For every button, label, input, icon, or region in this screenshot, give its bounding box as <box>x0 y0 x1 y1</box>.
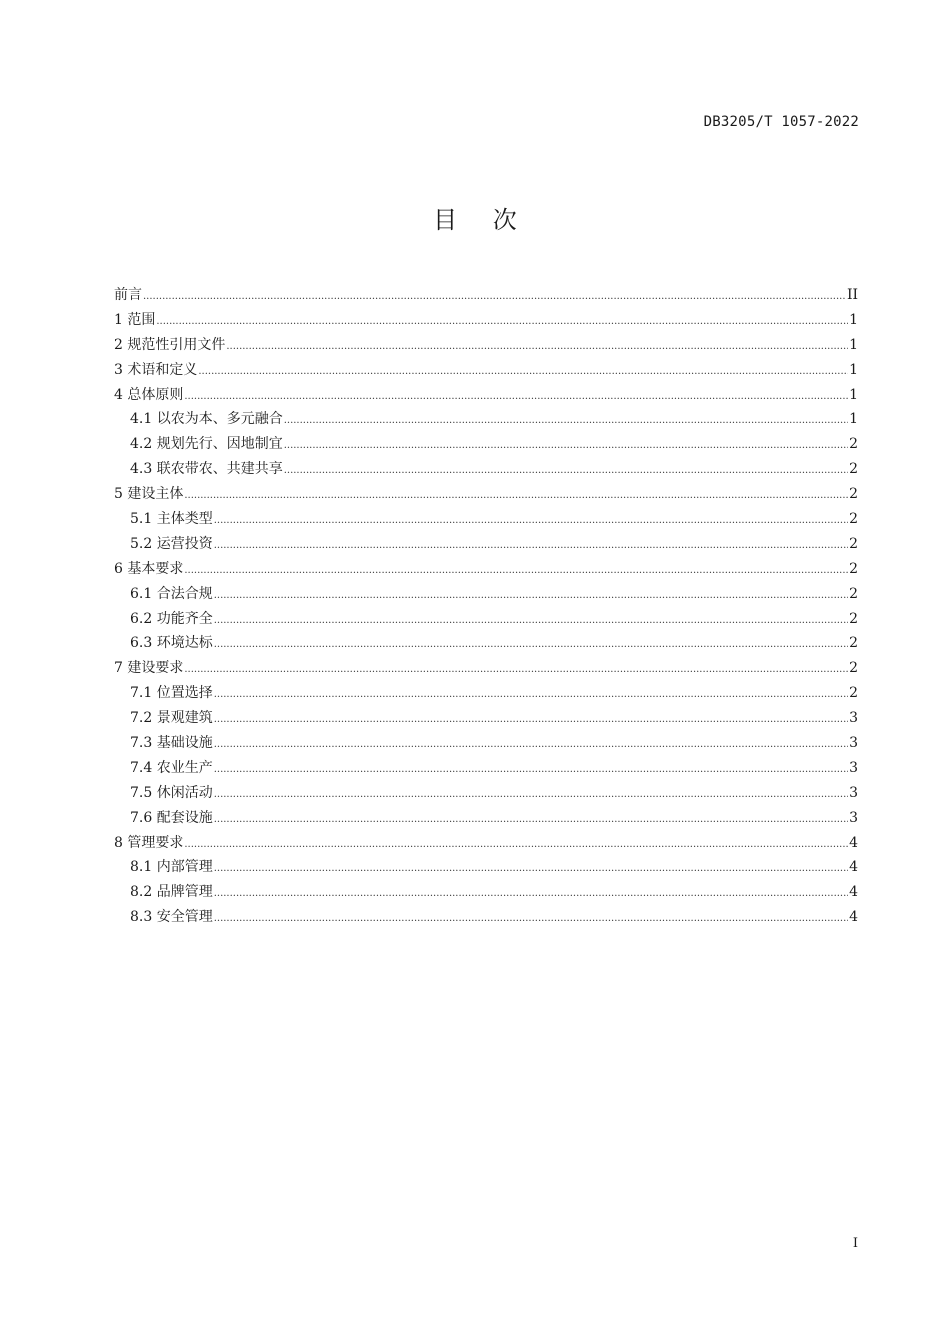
toc-entry-label: 3 术语和定义 <box>114 361 198 378</box>
toc-entry-page: 4 <box>849 909 858 926</box>
toc-entry-page: 4 <box>849 884 858 901</box>
toc-subentry[interactable] <box>114 905 858 930</box>
toc-entry-label: 8.3 安全管理 <box>130 909 213 926</box>
page-number: I <box>852 1236 858 1251</box>
toc-entry-label: 5.1 主体类型 <box>130 511 213 528</box>
toc-leader-dots <box>184 482 848 509</box>
toc-entry-page: 1 <box>849 411 858 428</box>
toc-subentry[interactable] <box>114 781 858 806</box>
toc-leader-dots <box>198 358 848 385</box>
toc-entry[interactable] <box>114 557 858 582</box>
toc-entry-label: 6.1 合法合规 <box>130 585 213 602</box>
toc-entry-label: 4 总体原则 <box>114 386 184 403</box>
toc-leader-dots <box>214 607 848 634</box>
toc-subentry[interactable] <box>114 806 858 831</box>
toc-entry-label: 4.1 以农为本、多元融合 <box>130 411 283 428</box>
toc-entry-label: 7.5 休闲活动 <box>130 784 213 801</box>
toc-entry-page: 2 <box>849 511 858 528</box>
toc-leader-dots <box>214 880 848 907</box>
toc-entry-label: 5.2 运营投资 <box>130 535 213 552</box>
toc-subentry[interactable] <box>114 607 858 632</box>
toc-entry-label: 8 管理要求 <box>114 834 184 851</box>
toc-leader-dots <box>184 383 848 410</box>
toc-entry-page: 1 <box>849 361 858 378</box>
toc-entry-page: 4 <box>849 834 858 851</box>
toc-entry-page: 1 <box>849 336 858 353</box>
toc-subentry[interactable] <box>114 756 858 781</box>
toc-entry-label: 4.3 联农带农、共建共享 <box>130 461 283 478</box>
toc-entry-page: 2 <box>849 660 858 677</box>
toc-subentry[interactable] <box>114 407 858 432</box>
toc-entry-page: II <box>846 287 858 303</box>
toc-entry-label: 4.2 规划先行、因地制宜 <box>130 436 283 453</box>
toc-leader-dots <box>214 806 848 833</box>
toc-entry-label: 7 建设要求 <box>114 660 184 677</box>
toc-entry-label: 6 基本要求 <box>114 560 184 577</box>
toc-entry[interactable] <box>114 283 858 308</box>
toc-entry-page: 2 <box>849 610 858 627</box>
toc-entry-page: 2 <box>849 436 858 453</box>
toc-subentry[interactable] <box>114 507 858 532</box>
toc-subentry[interactable] <box>114 855 858 880</box>
toc-subentry[interactable] <box>114 532 858 557</box>
toc-entry-page: 3 <box>849 784 858 801</box>
toc-entry[interactable] <box>114 358 858 383</box>
toc-entry[interactable] <box>114 383 858 408</box>
toc-subentry[interactable] <box>114 631 858 656</box>
toc-leader-dots <box>214 681 848 708</box>
toc-leader-dots <box>226 333 848 360</box>
toc-entry-page: 2 <box>849 535 858 552</box>
toc-entry[interactable] <box>114 333 858 358</box>
toc-leader-dots <box>214 706 848 733</box>
toc-leader-dots <box>156 308 848 335</box>
toc-subentry[interactable] <box>114 582 858 607</box>
toc-subentry[interactable] <box>114 432 858 457</box>
toc-subentry[interactable] <box>114 457 858 482</box>
toc-leader-dots <box>184 557 848 584</box>
toc-subentry[interactable] <box>114 880 858 905</box>
toc-entry[interactable] <box>114 482 858 507</box>
toc-entry-page: 2 <box>849 585 858 602</box>
toc-entry[interactable] <box>114 656 858 681</box>
toc-entry[interactable] <box>114 308 858 333</box>
toc-leader-dots <box>214 781 848 808</box>
toc-entry-label: 前言 <box>114 287 142 303</box>
toc-entry-label: 7.1 位置选择 <box>130 685 213 702</box>
toc-entry-label: 7.2 景观建筑 <box>130 710 213 727</box>
toc-entry-page: 3 <box>849 735 858 752</box>
toc-leader-dots <box>143 283 846 310</box>
toc-entry-page: 3 <box>849 759 858 776</box>
toc-leader-dots <box>214 631 848 658</box>
toc-entry-label: 1 范围 <box>114 311 156 328</box>
document-code: DB3205/T 1057-2022 <box>703 114 859 130</box>
toc-subentry[interactable] <box>114 706 858 731</box>
toc-leader-dots <box>214 507 848 534</box>
toc-entry-label: 8.2 品牌管理 <box>130 884 213 901</box>
toc-entry-page: 1 <box>849 386 858 403</box>
toc-leader-dots <box>214 731 848 758</box>
toc-leader-dots <box>214 582 848 609</box>
toc-entry-label: 7.4 农业生产 <box>130 759 213 776</box>
toc-entry-page: 3 <box>849 710 858 727</box>
toc-entry-page: 2 <box>849 635 858 652</box>
toc-entry-label: 6.3 环境达标 <box>130 635 213 652</box>
toc-leader-dots <box>184 831 848 858</box>
toc-leader-dots <box>284 432 848 459</box>
toc-entry-page: 2 <box>849 461 858 478</box>
toc-entry-page: 2 <box>849 685 858 702</box>
toc-leader-dots <box>284 407 848 434</box>
toc-leader-dots <box>214 855 848 882</box>
toc-leader-dots <box>184 656 848 683</box>
toc-leader-dots <box>214 532 848 559</box>
toc-leader-dots <box>284 457 848 484</box>
toc-entry-label: 5 建设主体 <box>114 486 184 503</box>
toc-entry-page: 1 <box>849 311 858 328</box>
toc-entry-page: 2 <box>849 486 858 503</box>
toc-entry[interactable] <box>114 831 858 856</box>
toc-entry-label: 2 规范性引用文件 <box>114 336 226 353</box>
toc-leader-dots <box>214 905 848 932</box>
toc-subentry[interactable] <box>114 731 858 756</box>
table-of-contents <box>114 283 858 930</box>
toc-leader-dots <box>214 756 848 783</box>
toc-entry-page: 2 <box>849 560 858 577</box>
toc-title: 目 次 <box>433 206 531 234</box>
toc-entry-label: 6.2 功能齐全 <box>130 610 213 627</box>
toc-entry-label: 7.3 基础设施 <box>130 735 213 752</box>
toc-entry-page: 3 <box>849 809 858 826</box>
toc-entry-page: 4 <box>849 859 858 876</box>
toc-subentry[interactable] <box>114 681 858 706</box>
toc-entry-label: 7.6 配套设施 <box>130 809 213 826</box>
toc-entry-label: 8.1 内部管理 <box>130 859 213 876</box>
